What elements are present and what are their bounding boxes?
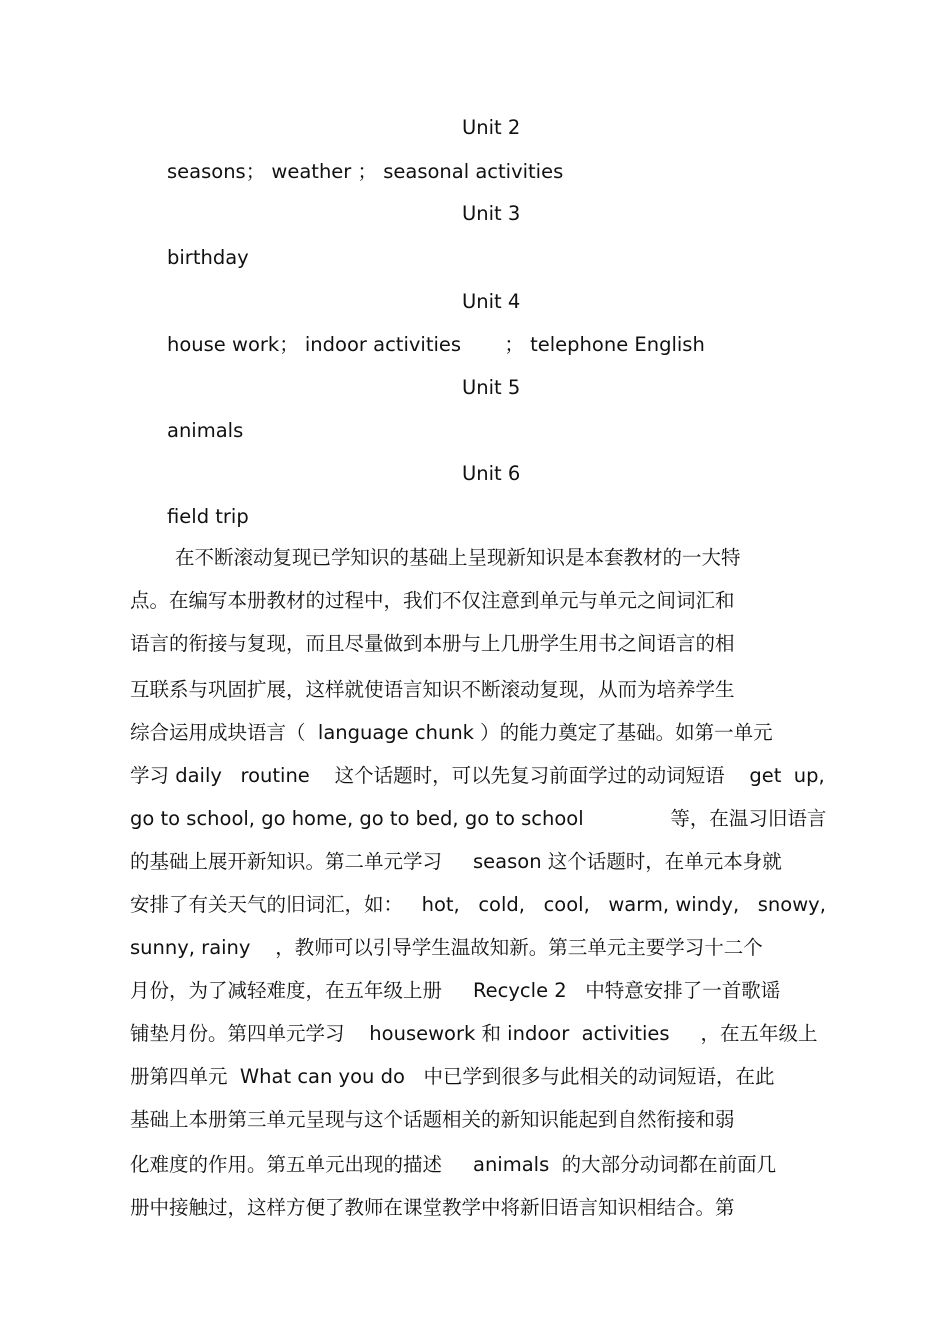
paragraph-line: 点。在编写本册教材的过程中，我们不仅注意到单元与单元之间词汇和 (130, 589, 735, 612)
unit-heading: Unit 3 (462, 202, 521, 225)
paragraph-line: 学习 daily routine 这个话题时，可以先复习前面学过的动词短语 get up, (130, 764, 825, 787)
unit-heading: Unit 2 (462, 116, 521, 139)
paragraph-line: go to school, go home, go to bed, go to school 等，在温习旧语言 (130, 807, 827, 830)
unit-topics: seasons； weather ； seasonal activities (167, 160, 564, 183)
paragraph-line: 册第四单元 What can you do 中已学到很多与此相关的动词短语，在此 (130, 1065, 775, 1088)
paragraph-line: 的基础上展开新知识。第二单元学习 season 这个话题时，在单元本身就 (130, 850, 782, 873)
paragraph-line: 在不断滚动复现已学知识的基础上呈现新知识是本套教材的一大特 (175, 546, 741, 569)
paragraph-line: 册中接触过，这样方便了教师在课堂教学中将新旧语言知识相结合。第 (130, 1196, 735, 1219)
unit-heading: Unit 6 (462, 462, 521, 485)
unit-topics: field trip (167, 505, 249, 528)
unit-topics: house work； indoor activities ； telephone English (167, 333, 705, 356)
paragraph-line: 铺垫月份。第四单元学习 housework 和 indoor activities ，在五年级上 (130, 1022, 818, 1045)
unit-topics: birthday (167, 246, 249, 269)
paragraph-line: 语言的衔接与复现，而且尽量做到本册与上几册学生用书之间语言的相 (130, 632, 735, 655)
paragraph-line: 化难度的作用。第五单元出现的描述 animals 的大部分动词都在前面几 (130, 1153, 777, 1176)
paragraph-line: 综合运用成块语言（ language chunk ）的能力奠定了基础。如第一单元 (130, 721, 773, 744)
unit-heading: Unit 4 (462, 290, 521, 313)
paragraph-line: sunny, rainy ，教师可以引导学生温故知新。第三单元主要学习十二个 (130, 936, 763, 959)
unit-heading: Unit 5 (462, 376, 521, 399)
unit-topics: animals (167, 419, 244, 442)
paragraph-line: 安排了有关天气的旧词汇，如： hot, cold, cool, warm, windy, snowy, (130, 893, 826, 916)
paragraph-line: 月份，为了减轻难度，在五年级上册 Recycle 2 中特意安排了一首歌谣 (130, 979, 781, 1002)
paragraph-line: 基础上本册第三单元呈现与这个话题相关的新知识能起到自然衔接和弱 (130, 1108, 735, 1131)
paragraph-line: 互联系与巩固扩展，这样就使语言知识不断滚动复现，从而为培养学生 (130, 678, 735, 701)
